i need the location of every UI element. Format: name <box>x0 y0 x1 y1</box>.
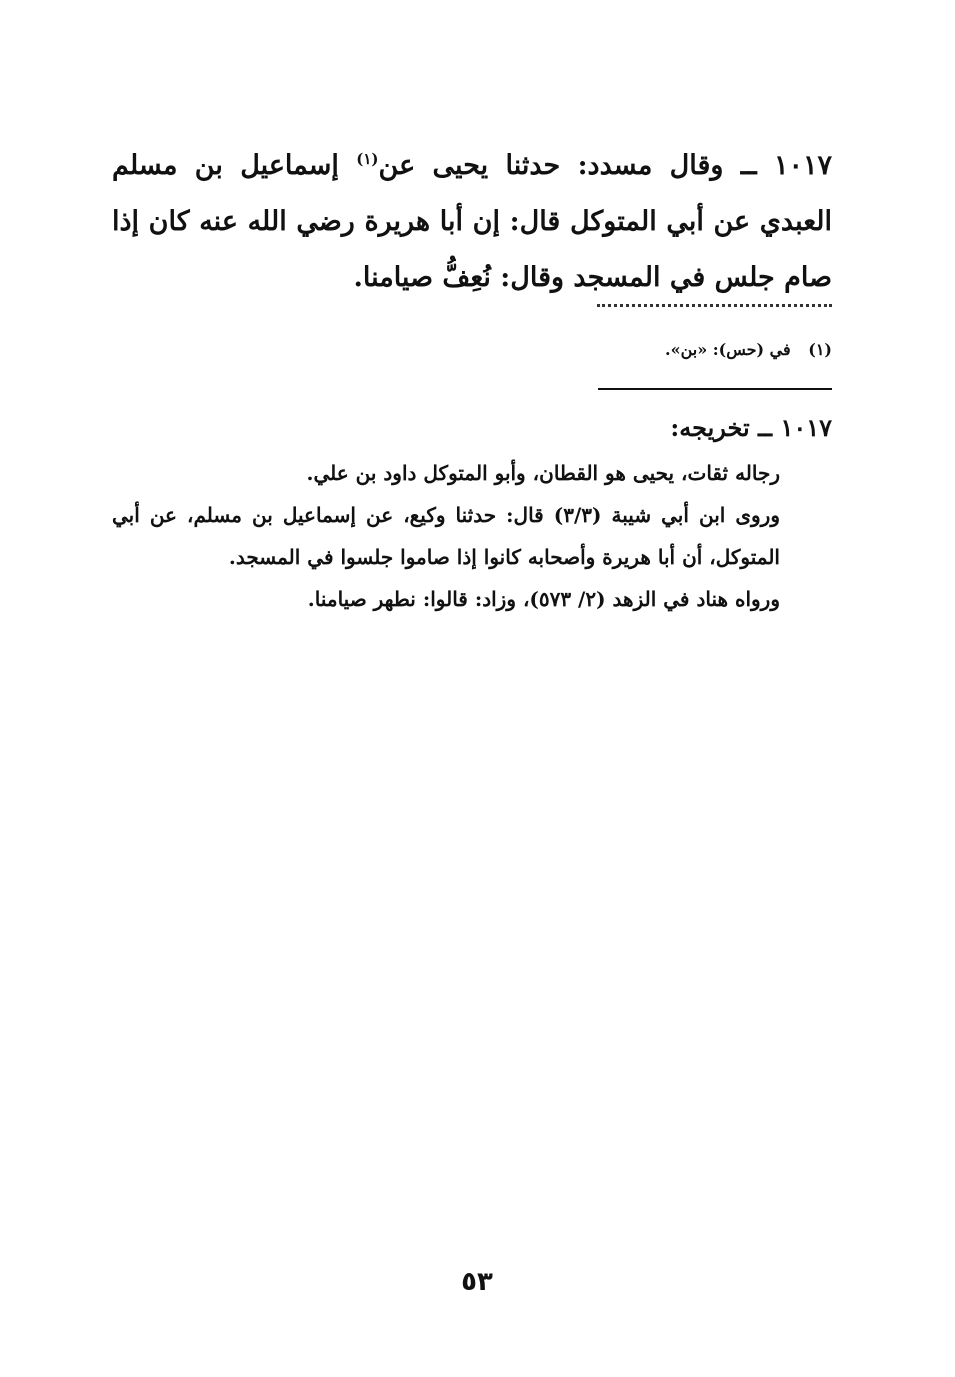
hadith-number: ١٠١٧ <box>773 150 832 181</box>
hadith-dash: ــ <box>740 150 757 181</box>
section-divider <box>598 388 832 390</box>
takhrij-body <box>112 452 832 620</box>
takhrij-paragraph: وروى ابن أبي شيبة (٣/٣) قال: حدثنا وكيع، عن إسماعيل بن مسلم، عن أبي المتوكل، أن أبا هريرة وأصحابه كانوا إذا صاموا جلسوا في المسجد. <box>112 503 780 569</box>
hadith-text-part2: إسماعيل بن مسلم العبدي عن أبي المتوكل قال: إن أبا هريرة رضي الله عنه كان إذا صام جلس في المسجد وقال: نُعِفُّ صيامنا. <box>112 150 832 293</box>
takhrij-heading-word: تخريجه: <box>670 413 750 442</box>
takhrij-paragraph: رجاله ثقات، يحيى هو القطان، وأبو المتوكل داود بن علي. <box>306 461 780 485</box>
takhrij-heading <box>400 408 832 448</box>
takhrij-heading-dash: ــ <box>758 413 773 442</box>
hadith-text <box>112 138 832 306</box>
footnote-reference[interactable]: (١) <box>356 150 379 168</box>
footnote <box>400 336 832 364</box>
page-number: ٥٣ <box>461 1267 493 1297</box>
footnote-number: (١) <box>808 340 832 359</box>
takhrij-paragraph: ورواه هناد في الزهد (٢/ ٥٧٣)، وزاد: قالوا: نطهر صيامنا. <box>307 587 780 611</box>
takhrij-heading-number: ١٠١٧ <box>780 413 832 442</box>
hadith-text-part1: وقال مسدد: حدثنا يحيى عن <box>378 150 724 181</box>
footnote-text: في (حس): «بن». <box>665 340 791 359</box>
footnote-separator <box>597 304 832 307</box>
